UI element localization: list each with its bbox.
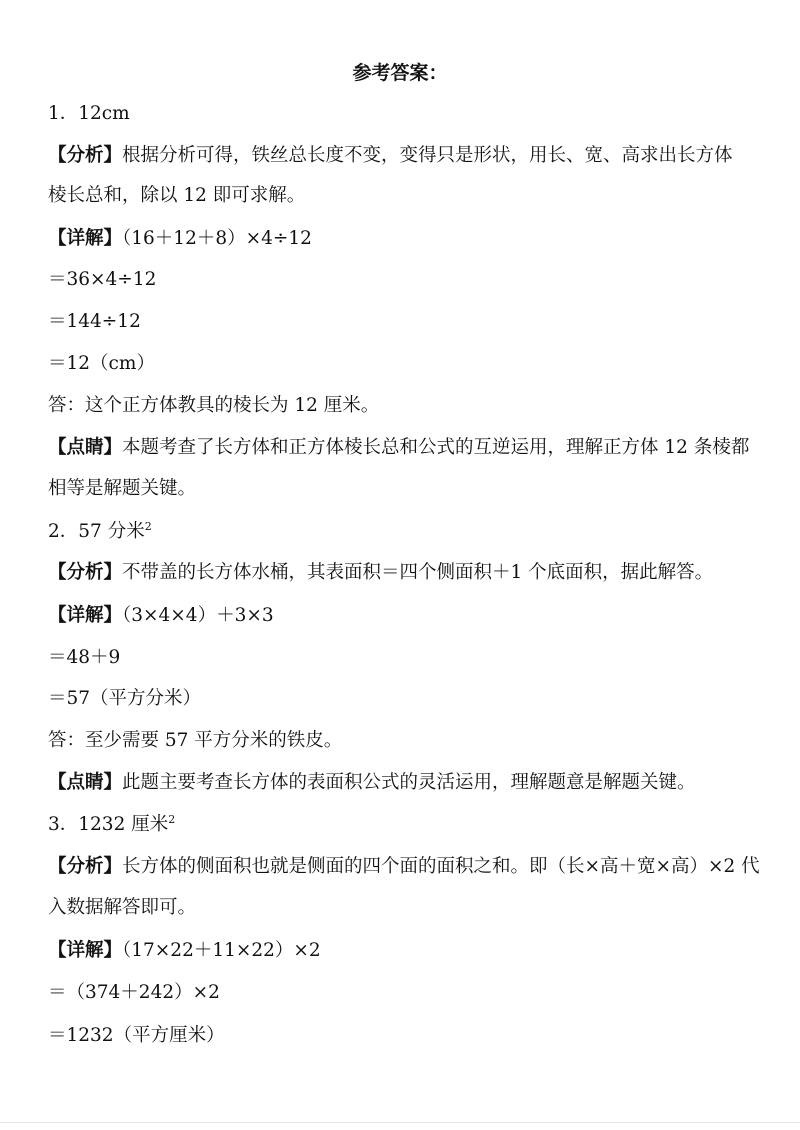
page-bottom-divider (0, 1122, 800, 1123)
q2-comment-tag: 【点睛】 (48, 772, 123, 793)
q2-step-2: ＝57（平方分米） (48, 688, 202, 709)
q3-answer-superscript: 2 (168, 812, 176, 826)
q2-detail-expr: （3×4×4）＋3×3 (122, 605, 274, 626)
q1-analysis-tag: 【分析】 (48, 145, 123, 166)
q2-detail-tag: 【详解】 (48, 605, 123, 626)
q2-comment-text: 此题主要考查长方体的表面积公式的灵活运用，理解题意是解题关键。 (122, 772, 696, 793)
q1-comment-text-1: 本题考查了长方体和正方体棱长总和公式的互逆运用，理解正方体 12 条棱都 (122, 437, 750, 458)
q1-step-1: ＝36×4÷12 (48, 269, 157, 290)
q1-analysis-text-1: 根据分析可得，铁丝总长度不变，变得只是形状，用长、宽、高求出长方体 (122, 145, 733, 166)
q1-comment-line-1 (48, 435, 760, 461)
q3-detail-tag: 【详解】 (48, 940, 123, 961)
q3-step-2: ＝1232（平方厘米） (48, 1025, 225, 1046)
q3-step-1: ＝（374＋242）×2 (48, 982, 220, 1003)
q1-detail-expr: （16＋12＋8）×4÷12 (122, 228, 312, 249)
q2-answer (48, 519, 760, 545)
q2-reply: 答：至少需要 57 平方分米的铁皮。 (48, 730, 343, 751)
page-title: 参考答案： (352, 62, 448, 84)
q3-analysis-line-2: 入数据解答即可。 (48, 897, 197, 918)
q3-analysis-text-1: 长方体的侧面积也就是侧面的四个面的面积之和。即（长×高＋宽×高）×2 代 (122, 856, 760, 877)
q1-detail (48, 226, 760, 252)
q2-answer-superscript: 2 (144, 519, 152, 533)
q1-reply: 答：这个正方体教具的棱长为 12 厘米。 (48, 395, 380, 416)
q2-step-1: ＝48＋9 (48, 647, 121, 668)
q2-comment (48, 770, 760, 796)
q3-analysis-line-1 (48, 854, 760, 880)
q1-detail-tag: 【详解】 (48, 228, 123, 249)
q1-step-2: ＝144÷12 (48, 311, 141, 332)
q1-step-3: ＝12（cm） (48, 353, 155, 374)
q3-detail (48, 938, 760, 964)
q2-detail (48, 603, 760, 629)
q2-analysis-tag: 【分析】 (48, 562, 123, 583)
q1-analysis-line-1 (48, 143, 760, 169)
q2-analysis (48, 560, 760, 586)
q3-analysis-tag: 【分析】 (48, 856, 123, 877)
q3-answer (48, 812, 760, 838)
q3-answer-text: 3．1232 厘米 (48, 814, 169, 835)
q1-comment-line-2: 相等是解题关键。 (48, 478, 197, 499)
q1-comment-tag: 【点睛】 (48, 437, 123, 458)
q1-answer: 1．12cm (48, 103, 130, 124)
q2-analysis-text: 不带盖的长方体水桶，其表面积＝四个侧面积＋1 个底面积，据此解答。 (122, 562, 714, 583)
q2-answer-text: 2．57 分米 (48, 521, 145, 542)
q3-detail-expr: （17×22＋11×22）×2 (122, 940, 321, 961)
q1-analysis-line-2: 棱长总和，除以 12 即可求解。 (48, 185, 306, 206)
